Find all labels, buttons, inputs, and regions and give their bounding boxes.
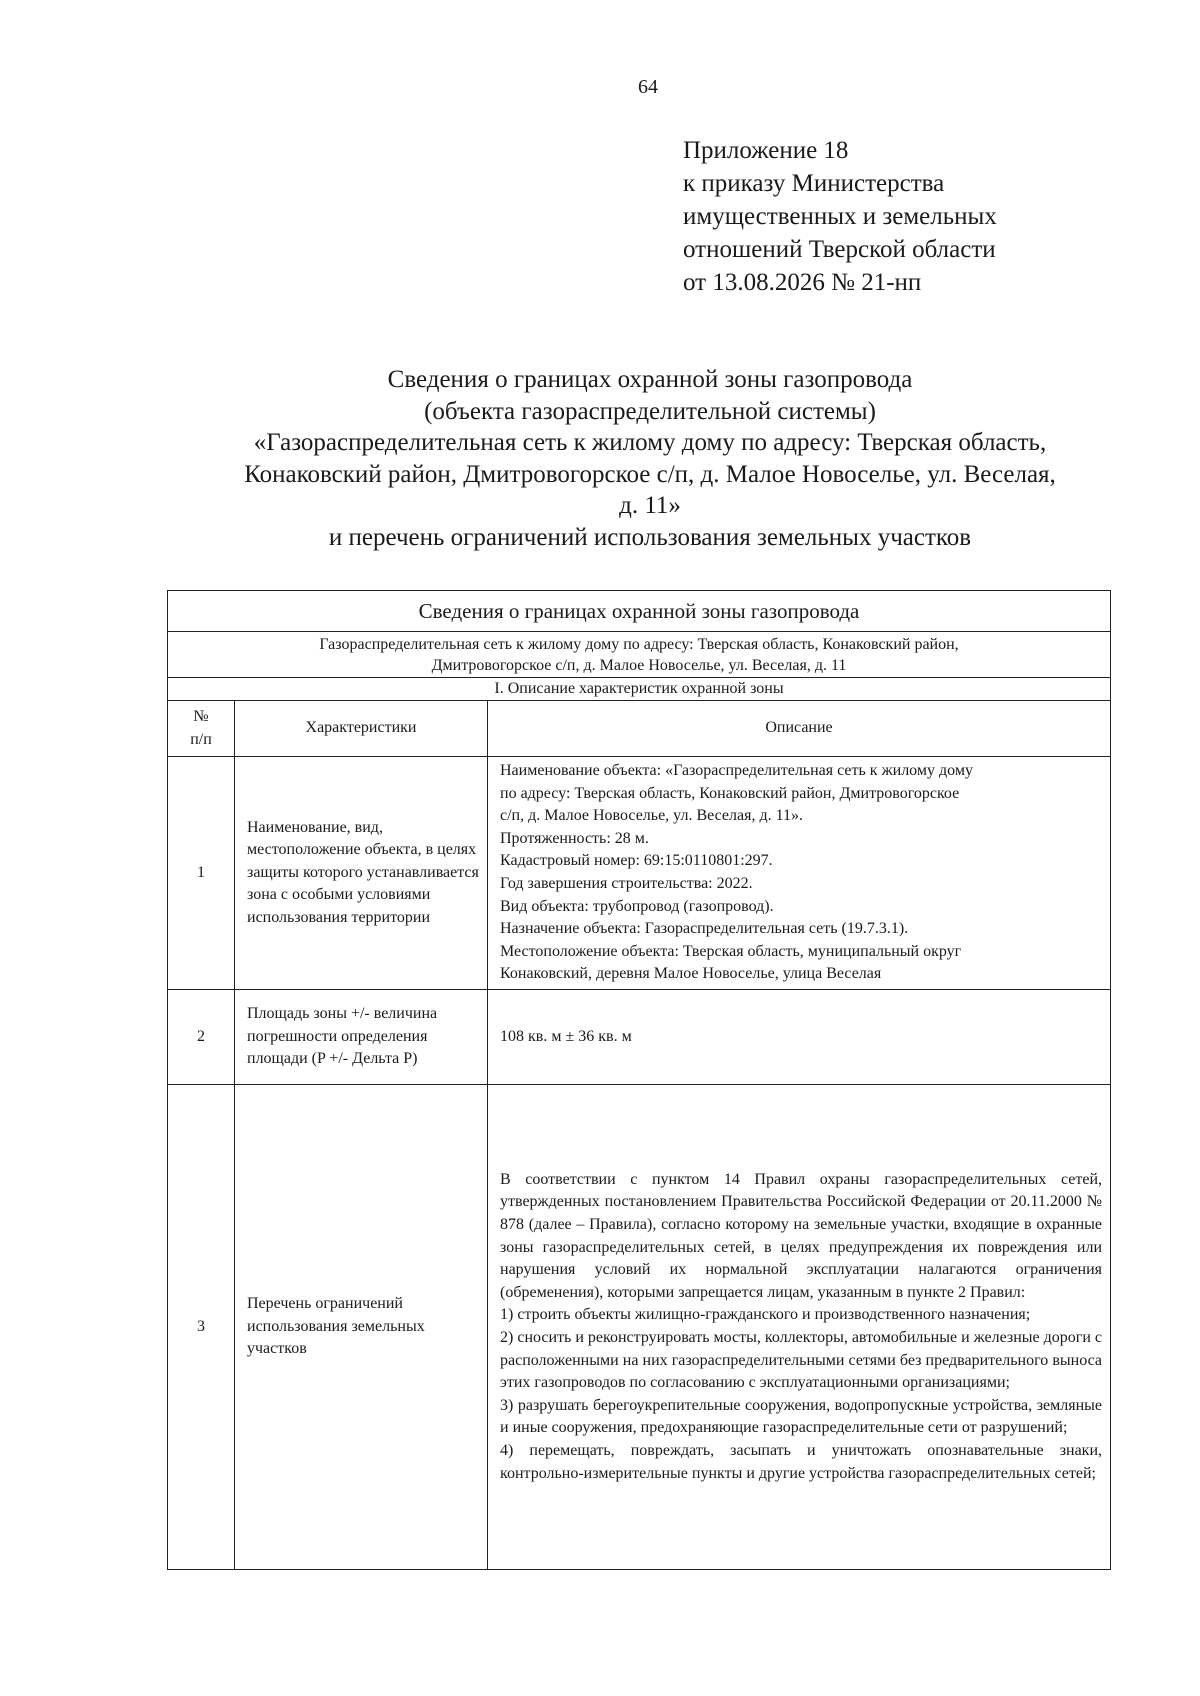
title-line: «Газораспределительная сеть к жилому дому по адресу: Тверская область, bbox=[253, 429, 1047, 456]
description-paragraph: 2) сносить и реконструировать мосты, коллекторы, автомобильные и железные дороги с расположенными на них газораспределительными сетями без предварительного выноса этих газопроводов по согласованию с эксплуатационными организациями; bbox=[500, 1329, 1103, 1392]
appendix-line: Приложение 18 bbox=[683, 137, 849, 164]
title-line: (объекта газораспределительной системы) bbox=[424, 397, 876, 425]
page-number: 64 bbox=[638, 76, 658, 98]
appendix-line: от 13.08.2026 № 21-нп bbox=[683, 269, 922, 296]
description-line: Кадастровый номер: 69:15:0110801:297. bbox=[500, 852, 773, 870]
description-line: по адресу: Тверская область, Конаковский район, Дмитровогорское bbox=[500, 784, 960, 802]
title-line: и перечень ограничений использования земельных участков bbox=[328, 523, 972, 551]
title-line: Конаковский район, Дмитровогорское с/п, д. Малое Новоселье, ул. Веселая, bbox=[244, 460, 1056, 488]
description-paragraph: 4) перемещать, повреждать, засыпать и уничтожать опознавательные знаки, контрольно-измерительные пункты и другие устройства газораспределительных сетей; bbox=[500, 1441, 1103, 1482]
table-title: Сведения о границах охранной зоны газопровода bbox=[168, 591, 1111, 632]
table-row bbox=[168, 1085, 1111, 1570]
row-description bbox=[488, 1085, 1111, 1570]
description-line: 108 кв. м ± 36 кв. м bbox=[500, 1027, 632, 1045]
row-characteristic: Наименование, вид, местоположение объекта, в целях защиты которого устанавливается зона с особыми условиями использования территории bbox=[235, 757, 488, 990]
appendix-line: к приказу Министерства bbox=[683, 170, 945, 197]
description-paragraph: В соответствии с пунктом 14 Правил охраны газораспределительных сетей, утвержденных постановлением Правительства Российской Федерации от 20.11.2000 № 878 (далее – Правила), согласно которому на земельные участки, входящие в охранные зоны газораспределительных сетей, в целях предупреждения их повреждения или нарушения условий их нормальной эксплуатации налагаются ограничения (обременения), которыми запрещается лицам, указанным в пункте 2 Правил: bbox=[500, 1170, 1103, 1301]
column-header-description: Описание bbox=[488, 701, 1111, 757]
description-paragraph: 1) строить объекты жилищно-гражданского и производственного назначения; bbox=[500, 1306, 1031, 1324]
document-title bbox=[150, 364, 1150, 553]
description-line: Наименование объекта: «Газораспределительная сеть к жилому дому bbox=[500, 762, 973, 780]
description-line: Назначение объекта: Газораспределительная сеть (19.7.3.1). bbox=[500, 920, 909, 938]
row-description bbox=[488, 990, 1111, 1085]
title-line: д. 11» bbox=[619, 492, 681, 519]
row-characteristic: Перечень ограничений использования земельных участков bbox=[235, 1085, 488, 1570]
appendix-line: отношений Тверской области bbox=[683, 236, 996, 263]
row-characteristic: Площадь зоны +/- величина погрешности определения площади (P +/- Дельта P) bbox=[235, 990, 488, 1085]
table-row bbox=[168, 757, 1111, 990]
table-row bbox=[168, 990, 1111, 1085]
description-line: Конаковский, деревня Малое Новоселье, улица Веселая bbox=[500, 965, 882, 983]
appendix-block bbox=[683, 134, 997, 299]
column-header-num-line: п/п bbox=[190, 730, 212, 748]
section-title: I. Описание характеристик охранной зоны bbox=[168, 678, 1111, 701]
row-number: 1 bbox=[168, 757, 235, 990]
description-paragraph: 3) разрушать берегоукрепительные сооружения, водопропускные устройства, земляные и иные сооружения, предохраняющие газораспределительные сети от разрушений; bbox=[500, 1396, 1103, 1437]
description-line: с/п, д. Малое Новоселье, ул. Веселая, д. 11». bbox=[500, 807, 804, 825]
object-name-line: Газораспределительная сеть к жилому дому по адресу: Тверская область, Конаковский район, bbox=[319, 635, 959, 653]
description-line: Вид объекта: трубопровод (газопровод). bbox=[500, 897, 774, 915]
table-object-name bbox=[168, 632, 1111, 678]
column-header-num-line: № bbox=[193, 707, 209, 725]
column-header-num bbox=[168, 701, 235, 757]
zone-info-table bbox=[167, 590, 1111, 1570]
row-number: 3 bbox=[168, 1085, 235, 1570]
title-line: Сведения о границах охранной зоны газопровода bbox=[387, 366, 913, 393]
object-name-line: Дмитровогорское с/п, д. Малое Новоселье, ул. Веселая, д. 11 bbox=[431, 656, 847, 674]
column-header-characteristics: Характеристики bbox=[235, 701, 488, 757]
description-line: Местоположение объекта: Тверская область, муниципальный округ bbox=[500, 942, 962, 960]
appendix-line: имущественных и земельных bbox=[683, 203, 997, 230]
description-line: Год завершения строительства: 2022. bbox=[500, 875, 753, 892]
row-description bbox=[488, 757, 1111, 990]
row-number: 2 bbox=[168, 990, 235, 1085]
description-line: Протяженность: 28 м. bbox=[500, 829, 649, 847]
